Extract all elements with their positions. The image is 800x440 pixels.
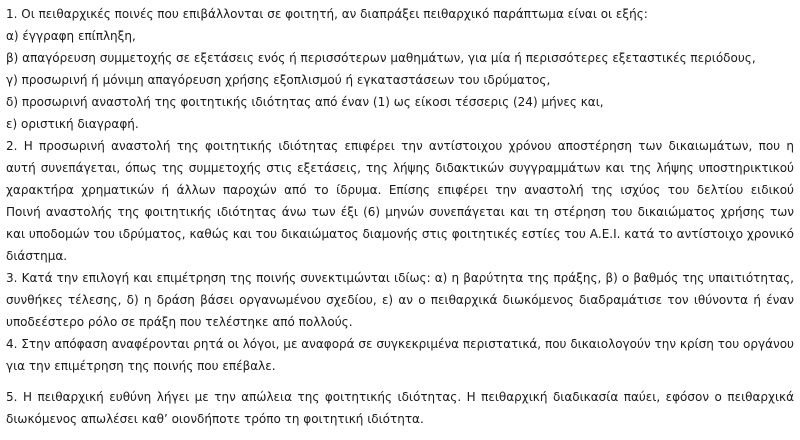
section-2-line-6: διάστημα.: [6, 249, 68, 263]
penalty-item-e: ε) οριστική διαγραφή.: [6, 117, 139, 131]
section-2: [6, 135, 794, 267]
section-3: [6, 267, 794, 333]
section-3-line-2: συνθήκες τέλεσης, δ) η δράση βάσει οργανωμένου σχεδίου, ε) αν ο πειθαρχικά διωκόμενος διαδραμάτισε τον ιθύνοντα ή έναν: [6, 293, 794, 307]
section-2-line-4: Ποινή αναστολής της φοιτητικής ιδιότητας άνω των έξι (6) μηνών συνεπάγεται και τη στέρηση του δικαιώματος χρήσης των: [6, 205, 794, 219]
section-2-line-5: και υποδομών του ιδρύματος, καθώς και του δικαιώματος διαμονής στις φοιτητικές εστίες του Α.Ε.Ι. κατά το αντίστοιχο χρονικό: [6, 227, 794, 241]
section-4-line-2: για την επιμέτρηση της ποινής που επέβαλε.: [6, 359, 276, 373]
section-2-line-1: 2. Η προσωρινή αναστολή της φοιτητικής ιδιότητας επιφέρει την αντίστοιχου χρόνου αποστέρηση των δικαιωμάτων, που η: [6, 139, 794, 153]
section-4: [6, 333, 794, 377]
paragraph-gap: [6, 377, 794, 386]
section-4-line-1: 4. Στην απόφαση αναφέρονται ρητά οι λόγοι, με αναφορά σε συγκεκριμένα περιστατικά, που δικαιολογούν την κρίση του οργάνου: [6, 337, 794, 351]
penalty-item-a: α) έγγραφη επίπληξη,: [6, 29, 136, 43]
section-3-line-1: 3. Κατά την επιλογή και επιμέτρηση της ποινής συνεκτιμώνται ιδίως: α) η βαρύτητα της πράξης, β) ο βαθμός της υπαιτιότητας,: [6, 271, 794, 285]
section-5: [6, 386, 794, 430]
section-2-line-2: αυτή συνεπάγεται, όπως της συμμετοχής στις εξετάσεις, της λήψης διδακτικών συγγραμμάτων και της λήψης υποστηρικτικού: [6, 161, 794, 175]
section-5-line-1: 5. Η πειθαρχική ευθύνη λήγει με την απώλεια της φοιτητικής ιδιότητας. Η πειθαρχική διαδικασία παύει, εφόσον ο πειθαρχικά: [6, 390, 794, 404]
section-2-line-3: χαρακτήρα χρηματικών ή άλλων παροχών από το ίδρυμα. Επίσης επιφέρει την αναστολή της ισχύος του δελτίου ειδικού: [6, 183, 794, 197]
penalty-item-b: β) απαγόρευση συμμετοχής σε εξετάσεις ενός ή περισσότερων μαθημάτων, για μία ή περισσότερες εξεταστικές περιόδους,: [6, 51, 756, 65]
section-5-line-2: διωκόμενος απωλέσει καθ’ οιονδήποτε τρόπο τη φοιτητική ιδιότητα.: [6, 412, 424, 426]
section-3-line-3: υποδεέστερο ρόλο σε πράξη που τελέστηκε από πολλούς.: [6, 315, 353, 329]
penalty-item-d: δ) προσωρινή αναστολή της φοιτητικής ιδιότητας από έναν (1) ως είκοσι τέσσερις (24) μήνες και,: [6, 95, 604, 109]
section-1-intro: 1. Οι πειθαρχικές ποινές που επιβάλλονται σε φοιτητή, αν διαπράξει πειθαρχικό παράπτωμα είναι οι εξής:: [6, 7, 648, 21]
penalty-item-c: γ) προσωρινή ή μόνιμη απαγόρευση χρήσης εξοπλισμού ή εγκαταστάσεων του ιδρύματος,: [6, 73, 551, 87]
section-1: [6, 3, 794, 135]
